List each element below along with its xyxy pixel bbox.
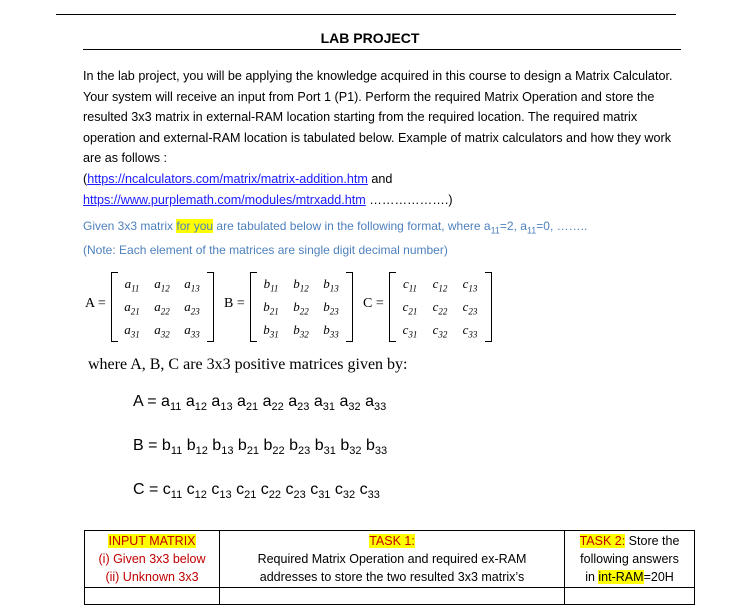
title-rule	[83, 49, 681, 50]
equation-lhs: C =	[133, 481, 163, 498]
equation-term: $c_{32}$	[334, 481, 356, 502]
equation-term: $c_{23}$	[285, 481, 306, 502]
equation-term: $c_{21}$	[236, 481, 257, 502]
matrix-c-element: $c_{31}$	[402, 322, 418, 340]
table-row	[85, 588, 695, 605]
link-ncalculators[interactable]: https://ncalculators.com/matrix/matrix-addition.htm	[87, 171, 368, 186]
equation-b	[133, 437, 387, 457]
given-line	[83, 216, 683, 240]
matrix-c-element: $c_{23}$	[462, 299, 478, 317]
equation-term: $a_{23}$	[288, 393, 310, 414]
table-empty-cell	[220, 588, 565, 605]
equation-term: $a_{32}$	[339, 393, 361, 414]
matrix-c-element: $c_{33}$	[462, 322, 478, 340]
task2-in: in	[585, 570, 599, 584]
matrix-a-element: $a_{33}$	[184, 322, 200, 340]
given-sub-1: 11	[490, 225, 500, 236]
table-row	[85, 531, 695, 588]
equation-term: $a_{13}$	[211, 393, 233, 414]
matrix-b-element: $b_{33}$	[323, 322, 339, 340]
matrix-c-element: $c_{21}$	[402, 299, 418, 317]
equation-term: $b_{12}$	[186, 437, 208, 458]
matrix-b-element: $b_{11}$	[263, 276, 279, 294]
matrix-b-right-bracket	[346, 272, 353, 342]
task1-header: TASK 1:	[369, 534, 415, 548]
given-mid: =2, a	[499, 219, 527, 233]
given-before: Given 3x3 matrix	[83, 219, 177, 233]
equation-term: $a_{33}$	[365, 393, 387, 414]
matrix-a-element: $a_{31}$	[124, 322, 140, 340]
equation-lhs: B =	[133, 437, 162, 454]
matrix-c-element: $c_{22}$	[432, 299, 448, 317]
matrix-a-label: A =	[85, 296, 106, 311]
task2-header: TASK 2:	[579, 534, 626, 548]
equation-term: $b_{32}$	[340, 437, 362, 458]
equation-term: $a_{12}$	[185, 393, 207, 414]
task2-ram: int-RAM	[598, 570, 644, 584]
equation-term: $a_{21}$	[237, 393, 259, 414]
equation-term: $a_{22}$	[262, 393, 284, 414]
matrix-a-element: $a_{13}$	[184, 276, 200, 294]
equation-term: $a_{31}$	[313, 393, 336, 414]
task1-line-3: addresses to store the two resulted 3x3 matrix’s	[259, 570, 525, 584]
equation-term: $c_{11}$	[162, 481, 183, 502]
note-line: (Note: Each element of the matrices are single digit decimal number)	[83, 243, 448, 258]
matrix-c-element: $c_{12}$	[432, 276, 448, 294]
equation-term: $b_{33}$	[365, 437, 388, 458]
link-open: (	[83, 171, 88, 186]
task1-line-2: Required Matrix Operation and required ex-RAM	[257, 552, 527, 566]
task2-addr: =20H	[643, 570, 674, 584]
equation-term: $a_{11}$	[161, 393, 182, 414]
equation-term: $b_{23}$	[289, 437, 311, 458]
table-empty-cell	[565, 588, 695, 605]
equation-term: $c_{31}$	[310, 481, 331, 502]
matrix-c-right-bracket	[485, 272, 492, 342]
matrix-b-element: $b_{23}$	[323, 299, 339, 317]
intro-text: In the lab project, you will be applying the knowledge acquired in this course to design a Matrix Calculator. Your system will receive an input from Port 1 (P1). Perform the required Matrix Operation and store the resulted 3x3 matrix in external-RAM location starting from the required location. The required matrix operation and external-RAM location is tabulated below. Example of matrix calculators and how they work are as follows :	[83, 69, 673, 166]
matrix-a-element: $a_{22}$	[154, 299, 170, 317]
equation-term: $b_{11}$	[161, 437, 183, 458]
matrix-b-element: $b_{31}$	[263, 322, 279, 340]
link-purplemath[interactable]: https://www.purplemath.com/modules/mtrxadd.htm	[83, 192, 366, 207]
links-line-1	[83, 169, 673, 190]
input-matrix-given: (i) Given 3x3 below	[98, 552, 206, 566]
page-title: LAB PROJECT	[320, 30, 420, 46]
task1-cell	[220, 531, 565, 588]
matrix-b-element: $b_{21}$	[263, 299, 279, 317]
matrix-c-element: $c_{13}$	[462, 276, 478, 294]
given-sub-2: 11	[526, 225, 537, 236]
matrix-b-element: $b_{22}$	[293, 299, 309, 317]
input-matrix-cell	[85, 531, 220, 588]
matrix-a-cells	[117, 272, 207, 341]
matrix-c-element: $c_{32}$	[432, 322, 448, 340]
table-empty-cell	[85, 588, 220, 605]
input-matrix-unknown: (ii) Unknown 3x3	[105, 570, 199, 584]
matrix-c-label: C =	[363, 296, 384, 311]
matrix-a-element: $a_{12}$	[154, 276, 170, 294]
given-highlight: for you	[176, 219, 214, 233]
matrix-b-cells	[256, 272, 346, 341]
equation-term: $c_{12}$	[186, 481, 207, 502]
links-line-2	[83, 190, 673, 211]
task2-rest: Store the	[625, 534, 680, 548]
equation-term: $c_{13}$	[211, 481, 232, 502]
matrix-b-element: $b_{32}$	[293, 322, 309, 340]
matrix-c-element: $c_{11}$	[402, 276, 418, 294]
matrix-a-element: $a_{23}$	[184, 299, 200, 317]
equation-term: $b_{13}$	[212, 437, 234, 458]
matrix-a-element: $a_{32}$	[154, 322, 170, 340]
equation-c	[133, 481, 380, 501]
matrix-a-right-bracket	[207, 272, 214, 342]
given-end: =0, ……..	[536, 219, 588, 233]
task2-line-2: following answers	[580, 552, 679, 566]
link-and: and	[367, 171, 393, 186]
matrix-a-element: $a_{11}$	[124, 276, 140, 294]
tasks-table	[84, 530, 695, 605]
equation-term: $c_{33}$	[359, 481, 380, 502]
matrix-a-element: $a_{21}$	[124, 299, 140, 317]
equation-a	[133, 393, 386, 413]
given-paragraph	[83, 216, 683, 260]
matrix-b-element: $b_{12}$	[293, 276, 309, 294]
given-after: are tabulated below in the following format, where a	[213, 219, 491, 233]
link-tail: ……………….)	[365, 192, 453, 207]
top-rule	[56, 14, 676, 15]
input-matrix-header: INPUT MATRIX	[108, 534, 196, 548]
equation-term: $c_{22}$	[260, 481, 282, 502]
intro-paragraph	[83, 66, 673, 210]
equation-term: $b_{22}$	[263, 437, 285, 458]
matrix-c-cells	[395, 272, 485, 341]
equation-term: $b_{31}$	[314, 437, 336, 458]
equation-lhs: A =	[133, 393, 162, 410]
task2-cell	[565, 531, 695, 588]
equation-term: $b_{21}$	[237, 437, 260, 458]
matrix-b-element: $b_{13}$	[323, 276, 339, 294]
matrix-b-label: B =	[224, 296, 245, 311]
where-statement: where A, B, C are 3x3 positive matrices given by:	[88, 356, 408, 373]
